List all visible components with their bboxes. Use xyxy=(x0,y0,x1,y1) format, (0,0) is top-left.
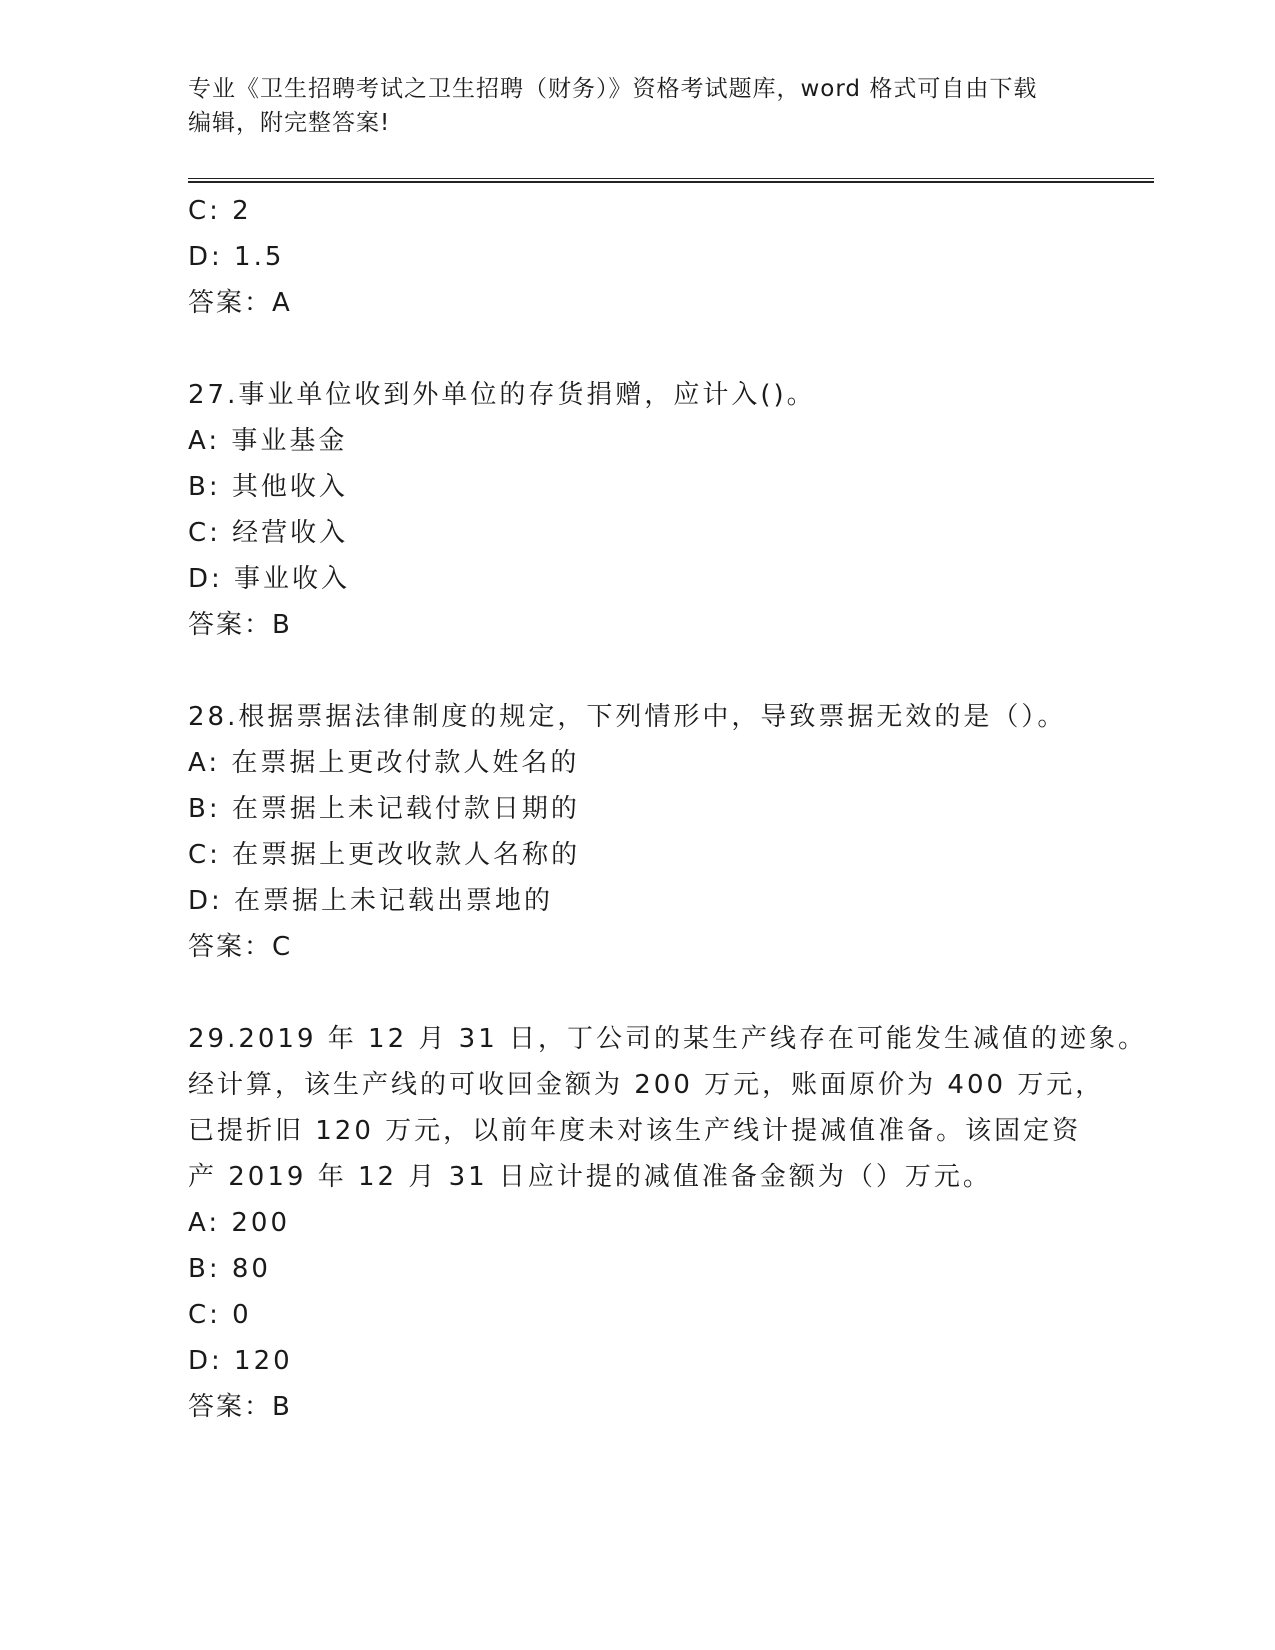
answer-line: 答案：B xyxy=(188,1392,292,1422)
option-a: A: 事业基金 xyxy=(188,426,348,456)
question-29 xyxy=(188,1016,1148,1430)
option-c: C: 0 xyxy=(188,1300,252,1330)
option-c: C: 2 xyxy=(188,196,252,226)
answer-line: 答案：B xyxy=(188,610,292,640)
option-d: D: 1.5 xyxy=(188,242,285,272)
header-line-1: 专业《卫生招聘考试之卫生招聘（财务）》资格考试题库，word 格式可自由下载 xyxy=(188,76,1038,102)
option-b: B: 80 xyxy=(188,1254,271,1284)
prev-question-tail xyxy=(188,188,1088,326)
option-d: D: 事业收入 xyxy=(188,564,351,594)
question-27 xyxy=(188,372,1088,648)
option-b: B: 在票据上未记载付款日期的 xyxy=(188,794,580,824)
question-text-line-3: 已提折旧 120 万元，以前年度未对该生产线计提减值准备。该固定资 xyxy=(188,1116,1082,1146)
question-28 xyxy=(188,694,1088,970)
header-divider xyxy=(188,178,1154,183)
answer-line: 答案：C xyxy=(188,932,293,962)
answer-line: 答案：A xyxy=(188,288,292,318)
question-text-line-2: 经计算，该生产线的可收回金额为 200 万元，账面原价为 400 万元， xyxy=(188,1070,1105,1100)
question-text-line-1: 29.2019 年 12 月 31 日，丁公司的某生产线存在可能发生减值的迹象。 xyxy=(188,1024,1148,1054)
question-text-line-4: 产 2019 年 12 月 31 日应计提的减值准备金额为（）万元。 xyxy=(188,1162,992,1192)
option-d: D: 120 xyxy=(188,1346,293,1376)
question-text: 28.根据票据法律制度的规定，下列情形中，导致票据无效的是（）。 xyxy=(188,702,1067,732)
page-header xyxy=(188,72,1068,140)
option-c: C: 经营收入 xyxy=(188,518,349,548)
option-a: A: 在票据上更改付款人姓名的 xyxy=(188,748,580,778)
option-c: C: 在票据上更改收款人名称的 xyxy=(188,840,581,870)
document-body xyxy=(188,188,1148,1430)
question-text: 27.事业单位收到外单位的存货捐赠，应计入()。 xyxy=(188,380,816,410)
option-b: B: 其他收入 xyxy=(188,472,348,502)
header-line-2: 编辑，附完整答案! xyxy=(188,110,391,136)
option-d: D: 在票据上未记载出票地的 xyxy=(188,886,554,916)
option-a: A: 200 xyxy=(188,1208,290,1238)
